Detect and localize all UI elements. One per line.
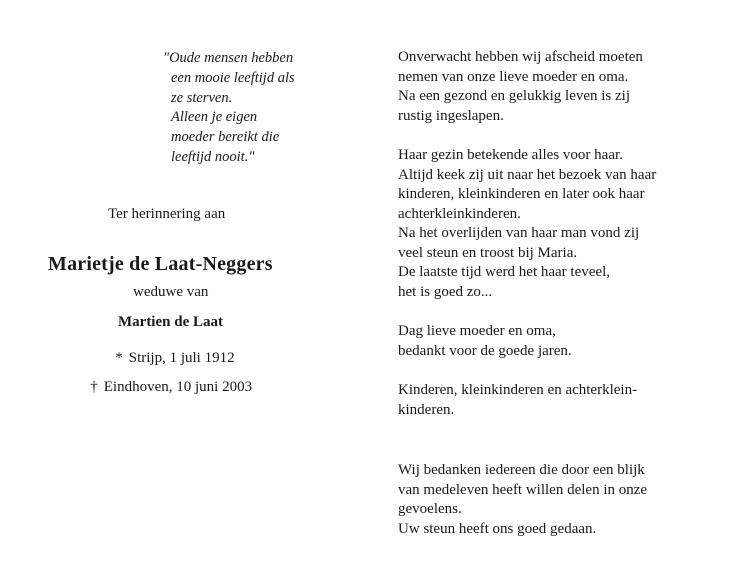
quote-block (163, 49, 363, 168)
quote-line: leeftijd nooit." (171, 148, 255, 165)
text-line: Na een gezond en gelukkig leven is zij (398, 88, 631, 104)
quote-line: moeder bereikt die (171, 129, 280, 146)
text-line: bedankt voor de goede jaren. (398, 342, 572, 359)
text-line: rustig ingeslapen. (398, 107, 504, 124)
text-line: Dag lieve moeder en oma, (398, 323, 556, 339)
birth-star-icon: * (115, 350, 123, 366)
text-line: gevoelens. (398, 501, 462, 517)
birth-line (113, 350, 235, 367)
text-line: Altijd keek zij uit naar het bezoek van haar (398, 166, 657, 183)
text-line: De laatste tijd werd het haar teveel, (398, 264, 610, 280)
text-line: Onverwacht hebben wij afscheid moeten (398, 49, 643, 65)
paragraph-signature (398, 381, 637, 420)
text-line: kinderen. (398, 401, 455, 418)
death-cross-icon: † (90, 379, 98, 395)
quote-line: Alleen je eigen (171, 109, 258, 126)
quote-line: een mooie leeftijd als (171, 69, 295, 86)
paragraph-goodbye (398, 322, 572, 361)
quote-line: "Oude mensen hebben (163, 50, 294, 66)
text-line: Wij bedanken iedereen die door een blijk (398, 462, 645, 478)
widow-of-label: weduwe van (133, 284, 209, 300)
paragraph-family (398, 146, 656, 302)
text-line: van medeleven heeft willen delen in onze (398, 481, 648, 498)
paragraph-farewell (398, 48, 643, 126)
text-line: veel steun en troost bij Maria. (398, 244, 578, 261)
text-line: het is goed zo... (398, 283, 493, 300)
text-line: Haar gezin betekende alles voor haar. (398, 147, 623, 163)
text-line: achterkleinkinderen. (398, 205, 521, 222)
text-line: Na het overlijden van haar man vond zij (398, 225, 640, 241)
text-line: nemen van onze lieve moeder en oma. (398, 68, 629, 85)
husband-name: Martien de Laat (118, 314, 223, 330)
deceased-name: Marietje de Laat-Neggers (48, 253, 273, 275)
text-line: Uw steun heeft ons goed gedaan. (398, 520, 597, 537)
quote-line: ze sterven. (171, 89, 233, 106)
text-line: kinderen, kleinkinderen en later ook haar (398, 186, 645, 202)
text-line: Kinderen, kleinkinderen en achterklein- (398, 382, 638, 398)
paragraph-thanks (398, 461, 647, 539)
death-text: Eindhoven, 10 juni 2003 (103, 379, 253, 395)
birth-text: Strijp, 1 juli 1912 (128, 350, 235, 366)
in-memory-heading: Ter herinnering aan (108, 206, 226, 222)
death-line (88, 379, 252, 396)
